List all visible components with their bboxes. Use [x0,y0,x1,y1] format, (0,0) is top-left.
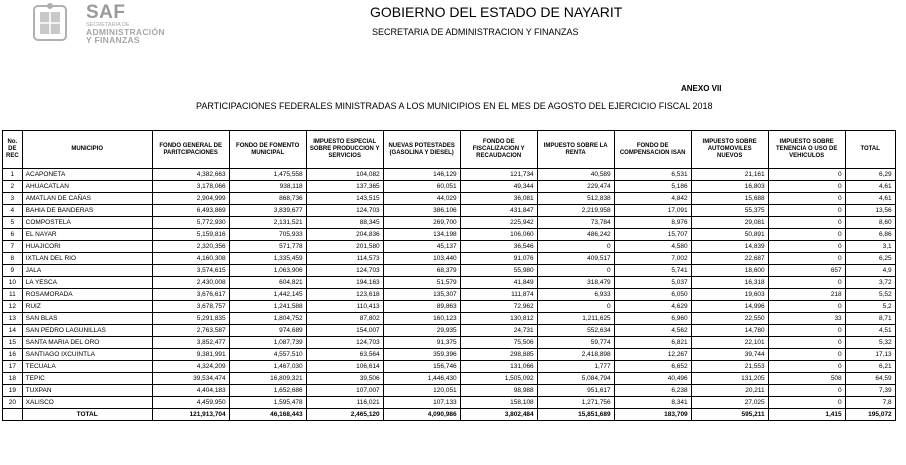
government-title: GOBIERNO DEL ESTADO DE NAYARIT [370,4,623,20]
table-cell: SAN BLAS [22,313,152,325]
table-row [3,301,896,313]
table-cell: 13 [3,313,23,325]
table-cell: 3,1 [845,241,895,253]
table-cell: 106,060 [460,229,537,241]
table-cell: 4,9 [845,265,895,277]
table-cell: 41,849 [460,277,537,289]
column-header: FONDO DE FOMENTO MUNICIPAL [229,131,306,169]
column-header: IMPUESTO SOBRE TENENCIA O USO DE VEHICULOS [768,131,845,169]
table-cell: 4,382,663 [152,169,229,181]
table-cell: 951,617 [537,385,614,397]
table-cell: 135,307 [383,289,460,301]
table-cell: 73,784 [537,217,614,229]
table-row [3,337,896,349]
document-title: PARTICIPACIONES FEDERALES MINISTRADAS A LOS MUNICIPIOS EN EL MES DE AGOSTO DEL EJERCICIO FISCAL 2018 [196,101,713,111]
logo-line2-text: ADMINISTRACIÓN [86,27,165,37]
table-cell: 20 [3,397,23,409]
table-cell: 705,933 [229,229,306,241]
table-cell: 2,465,120 [306,409,383,421]
table-cell: 657 [768,265,845,277]
table-cell: TOTAL [22,409,152,421]
table-row [3,373,896,385]
table-cell: 116,021 [306,397,383,409]
table-cell: 194,163 [306,277,383,289]
table-cell: 3,178,066 [152,181,229,193]
table-cell: 1,652,686 [229,385,306,397]
table-cell: 4,090,986 [383,409,460,421]
table-cell: 15,688 [691,193,768,205]
secretariat-title: SECRETARIA DE ADMINISTRACION Y FINANZAS [372,27,579,37]
table-cell: 201,580 [306,241,383,253]
table-cell: 1,271,756 [537,397,614,409]
table-cell: 143,515 [306,193,383,205]
table-cell: 4,61 [845,193,895,205]
table-cell: 11 [3,289,23,301]
table-cell: 4,160,308 [152,253,229,265]
table-cell: 1,442,145 [229,289,306,301]
table-row [3,241,896,253]
table-cell: ROSAMORADA [22,289,152,301]
table-cell: 17,13 [845,349,895,361]
table-cell: 5,186 [614,181,691,193]
table-cell: 974,689 [229,325,306,337]
table-cell: 318,479 [537,277,614,289]
table-cell: 13,56 [845,205,895,217]
table-cell: AMATLAN DE CAÑAS [22,193,152,205]
table-cell: 27,025 [691,397,768,409]
table-cell: 4,404,183 [152,385,229,397]
table-cell: 6,238 [614,385,691,397]
table-cell: 3,676,617 [152,289,229,301]
table-cell: 7 [3,241,23,253]
table-cell: 5 [3,217,23,229]
table-cell: 24,731 [460,325,537,337]
table-cell: 5,2 [845,301,895,313]
table-cell: 2,418,898 [537,349,614,361]
table-cell: 49,344 [460,181,537,193]
table-row [3,193,896,205]
table-cell: 107,007 [306,385,383,397]
table-cell: 5,741 [614,265,691,277]
table-row [3,205,896,217]
table-cell: 225,942 [460,217,537,229]
table-cell: 1,467,030 [229,361,306,373]
table-cell: 8,60 [845,217,895,229]
table-cell: 6,29 [845,169,895,181]
table-cell: 63,564 [306,349,383,361]
table-cell: 4 [3,205,23,217]
table-cell: XALISCO [22,397,152,409]
table-cell: 1,415 [768,409,845,421]
table-cell: 103,440 [383,253,460,265]
table-row [3,217,896,229]
table-cell: 130,812 [460,313,537,325]
table-cell: 14,780 [691,325,768,337]
table-cell: 88,345 [306,217,383,229]
table-cell: 269,700 [383,217,460,229]
table-cell: 386,106 [383,205,460,217]
table-cell: 18 [3,373,23,385]
logo-name: SAF [86,2,126,23]
table-cell: 3 [3,193,23,205]
table-cell: 6,960 [614,313,691,325]
table-cell: 39,534,474 [152,373,229,385]
table-row [3,385,896,397]
table-cell: 5,52 [845,289,895,301]
table-cell: 3,839,677 [229,205,306,217]
table-cell: BAHIA DE BANDERAS [22,205,152,217]
table-cell: 552,634 [537,325,614,337]
table-cell: SANTIAGO IXCUINTLA [22,349,152,361]
table-cell: 1,804,752 [229,313,306,325]
table-cell: 134,198 [383,229,460,241]
logo-line2 [86,28,165,44]
table-cell: 2,904,999 [152,193,229,205]
table-cell: 87,802 [306,313,383,325]
table-cell: 160,123 [383,313,460,325]
table-cell: 124,703 [306,205,383,217]
table-cell: 156,746 [383,361,460,373]
table-cell: 111,874 [460,289,537,301]
table-cell: 14 [3,325,23,337]
table-cell: 5,291,835 [152,313,229,325]
table-cell: 6,493,869 [152,205,229,217]
table-cell: 0 [768,325,845,337]
table-cell: 6 [3,229,23,241]
table-cell: 15,851,689 [537,409,614,421]
table-cell: 508 [768,373,845,385]
column-header: TOTAL [845,131,895,169]
table-cell: HUAJICORI [22,241,152,253]
table-cell: 5,32 [845,337,895,349]
table-cell: 110,413 [306,301,383,313]
table-cell: 1,505,092 [460,373,537,385]
table-cell: 0 [768,205,845,217]
table-cell: 0 [768,361,845,373]
table-cell: 1,777 [537,361,614,373]
table-cell: 0 [768,397,845,409]
table-cell: JALA [22,265,152,277]
table-cell: 14,996 [691,301,768,313]
table-row [3,289,896,301]
table-cell: 0 [768,253,845,265]
table-cell: 2,320,356 [152,241,229,253]
table-cell: 55,375 [691,205,768,217]
table-cell: 91,375 [383,337,460,349]
table-cell: 5,159,816 [152,229,229,241]
table-cell: 104,082 [306,169,383,181]
table-cell: 51,579 [383,277,460,289]
table-cell: 7,39 [845,385,895,397]
table-cell: 89,863 [383,301,460,313]
table-cell: 15 [3,337,23,349]
table-cell: 14,839 [691,241,768,253]
table-cell: 5,084,794 [537,373,614,385]
table-cell: 3,802,484 [460,409,537,421]
table-cell: 0 [768,229,845,241]
table-cell: 22,101 [691,337,768,349]
table-row [3,265,896,277]
column-header: IMPUESTO SOBRE AUTOMOVILES NUEVOS [691,131,768,169]
table-cell: 17,091 [614,205,691,217]
table-cell: 120,051 [383,385,460,397]
table-cell: 123,618 [306,289,383,301]
table-cell: 204,836 [306,229,383,241]
table-cell: 3,574,615 [152,265,229,277]
table-cell: 131,205 [691,373,768,385]
table-cell: 1,063,906 [229,265,306,277]
table-cell: 29,081 [691,217,768,229]
total-row [3,409,896,421]
table-cell: 938,118 [229,181,306,193]
column-header: FONDO GENERAL DE PARITCIPACIONES [152,131,229,169]
table-cell: 1,446,430 [383,373,460,385]
table-cell [3,409,23,421]
table-cell: 5,037 [614,277,691,289]
column-header: IMPUESTO SOBRE LA RENTA [537,131,614,169]
table-cell: 2 [3,181,23,193]
table-cell: TUXPAN [22,385,152,397]
table-cell: 6,86 [845,229,895,241]
table-cell: 2,131,521 [229,217,306,229]
table-cell: 0 [768,349,845,361]
column-header: MUNICIPIO [22,131,152,169]
table-cell: 0 [537,241,614,253]
table-cell: 124,703 [306,265,383,277]
table-cell: 154,007 [306,325,383,337]
table-cell: 6,652 [614,361,691,373]
table-cell: 1,595,478 [229,397,306,409]
table-cell: 298,885 [460,349,537,361]
table-cell: 131,066 [460,361,537,373]
table-cell: COMPOSTELA [22,217,152,229]
table-cell: 0 [768,169,845,181]
table-cell: 29,935 [383,325,460,337]
table-cell: 4,459,950 [152,397,229,409]
table-cell: AHUACATLAN [22,181,152,193]
table-cell: 4,580 [614,241,691,253]
table-cell: 39,744 [691,349,768,361]
table-cell: 137,365 [306,181,383,193]
table-cell: 55,980 [460,265,537,277]
table-cell: 595,211 [691,409,768,421]
table-cell: 431,847 [460,205,537,217]
table-cell: 114,573 [306,253,383,265]
table-cell: 16,318 [691,277,768,289]
table-cell: 146,129 [383,169,460,181]
table-row [3,325,896,337]
table-cell: 6,050 [614,289,691,301]
table-cell: 60,051 [383,181,460,193]
table-cell: 0 [537,301,614,313]
table-cell: 4,51 [845,325,895,337]
table-cell: 183,709 [614,409,691,421]
saf-logo [30,2,180,46]
table-cell: 18,600 [691,265,768,277]
table-row [3,253,896,265]
column-header: IMPUESTO ESPECIAL SOBRE PRODUCCION Y SERVICIOS [306,131,383,169]
table-row [3,349,896,361]
table-cell: 44,029 [383,193,460,205]
table-cell: 6,531 [614,169,691,181]
table-cell: 4,324,209 [152,361,229,373]
table-cell: 0 [768,301,845,313]
table-cell: 40,496 [614,373,691,385]
table-cell: 1,335,459 [229,253,306,265]
table-cell: 158,108 [460,397,537,409]
table-cell: 98,988 [460,385,537,397]
table-cell: 46,168,443 [229,409,306,421]
table-cell: 4,61 [845,181,895,193]
table-row [3,361,896,373]
table-cell: 124,703 [306,337,383,349]
table-cell: 16,803 [691,181,768,193]
table-cell: 1,475,558 [229,169,306,181]
table-cell: TECUALA [22,361,152,373]
table-cell: 604,821 [229,277,306,289]
table-cell: 7,002 [614,253,691,265]
table-cell: 68,379 [383,265,460,277]
column-header: FONDO DE FISCALIZACION Y RECAUDACION [460,131,537,169]
table-cell: 64,59 [845,373,895,385]
table-cell: 6,21 [845,361,895,373]
table-cell: 0 [768,193,845,205]
table-cell: 16 [3,349,23,361]
table-cell: 8 [3,253,23,265]
table-cell: 571,778 [229,241,306,253]
table-row [3,277,896,289]
table-cell: 59,774 [537,337,614,349]
table-cell: 0 [537,265,614,277]
table-cell: 4,557,510 [229,349,306,361]
table-cell: 12,267 [614,349,691,361]
table-cell: 36,546 [460,241,537,253]
table-row [3,229,896,241]
table-cell: 1,241,588 [229,301,306,313]
column-header: FONDO DE COMPENSACION ISAN [614,131,691,169]
column-header: No. DE REC [3,131,23,169]
column-header: NUEVAS POTESTADES (GASOLINA Y DIESEL) [383,131,460,169]
table-cell: 359,396 [383,349,460,361]
table-cell: 121,913,704 [152,409,229,421]
table-cell: 22,687 [691,253,768,265]
table-cell: 2,430,008 [152,277,229,289]
table-cell: 6,821 [614,337,691,349]
table-row [3,181,896,193]
table-row [3,313,896,325]
table-row [3,397,896,409]
table-cell: 3,72 [845,277,895,289]
table-cell: 121,734 [460,169,537,181]
table-cell: 12 [3,301,23,313]
table-cell: 3,678,757 [152,301,229,313]
table-cell: 75,506 [460,337,537,349]
table-cell: 229,474 [537,181,614,193]
table-body [3,169,896,421]
table-cell: 0 [768,181,845,193]
table-cell: 9,381,991 [152,349,229,361]
table-cell: 10 [3,277,23,289]
table-cell: 50,891 [691,229,768,241]
annex-label: ANEXO VII [681,84,722,93]
table-cell: 4,842 [614,193,691,205]
table-cell: 20,211 [691,385,768,397]
table-cell: 19 [3,385,23,397]
table-cell: 1,211,625 [537,313,614,325]
table-cell: EL NAYAR [22,229,152,241]
table-cell: 106,614 [306,361,383,373]
table-cell: IXTLAN DEL RIO [22,253,152,265]
table-cell: 0 [768,337,845,349]
table-cell: 2,763,587 [152,325,229,337]
table-cell: 0 [768,217,845,229]
table-cell: 17 [3,361,23,373]
table-cell: 16,809,321 [229,373,306,385]
table-cell: 36,081 [460,193,537,205]
table-cell: TEPIC [22,373,152,385]
table-cell: 0 [768,385,845,397]
table-cell: 2,219,958 [537,205,614,217]
table-cell: 218 [768,289,845,301]
table-cell: 5,772,930 [152,217,229,229]
table-cell: 33 [768,313,845,325]
participaciones-table [2,130,896,421]
table-cell: 3,852,477 [152,337,229,349]
logo-line3-text: Y FINANZAS [86,35,140,45]
table-cell: 39,506 [306,373,383,385]
table-cell: 4,629 [614,301,691,313]
table-cell: 1 [3,169,23,181]
table-cell: ACAPONETA [22,169,152,181]
table-cell: SANTA MARIA DEL ORO [22,337,152,349]
table-cell: 91,076 [460,253,537,265]
table-cell: SAN PEDRO LAGUNILLAS [22,325,152,337]
table-cell: 6,933 [537,289,614,301]
table-cell: 21,553 [691,361,768,373]
table-cell: 40,589 [537,169,614,181]
table-cell: 9 [3,265,23,277]
table-cell: 107,133 [383,397,460,409]
table-cell: 486,242 [537,229,614,241]
table-cell: 45,137 [383,241,460,253]
table-cell: RUIZ [22,301,152,313]
logo-line1: SECRETARÍA DE [86,22,130,28]
table-cell: LA YESCA [22,277,152,289]
table-cell: 22,550 [691,313,768,325]
table-cell: 1,087,739 [229,337,306,349]
table-cell: 512,838 [537,193,614,205]
table-cell: 7,8 [845,397,895,409]
table-cell: 21,161 [691,169,768,181]
state-seal-icon [30,2,70,44]
table-cell: 15,707 [614,229,691,241]
table-cell: 8,71 [845,313,895,325]
table-cell: 195,072 [845,409,895,421]
table-cell: 4,562 [614,325,691,337]
table-header-row [3,131,896,169]
table-cell: 0 [768,241,845,253]
table-cell: 868,736 [229,193,306,205]
table-cell: 0 [768,277,845,289]
table-cell: 409,517 [537,253,614,265]
table-row [3,169,896,181]
table-cell: 6,25 [845,253,895,265]
table-cell: 8,976 [614,217,691,229]
table-cell: 72,962 [460,301,537,313]
table-cell: 19,603 [691,289,768,301]
table-cell: 8,341 [614,397,691,409]
